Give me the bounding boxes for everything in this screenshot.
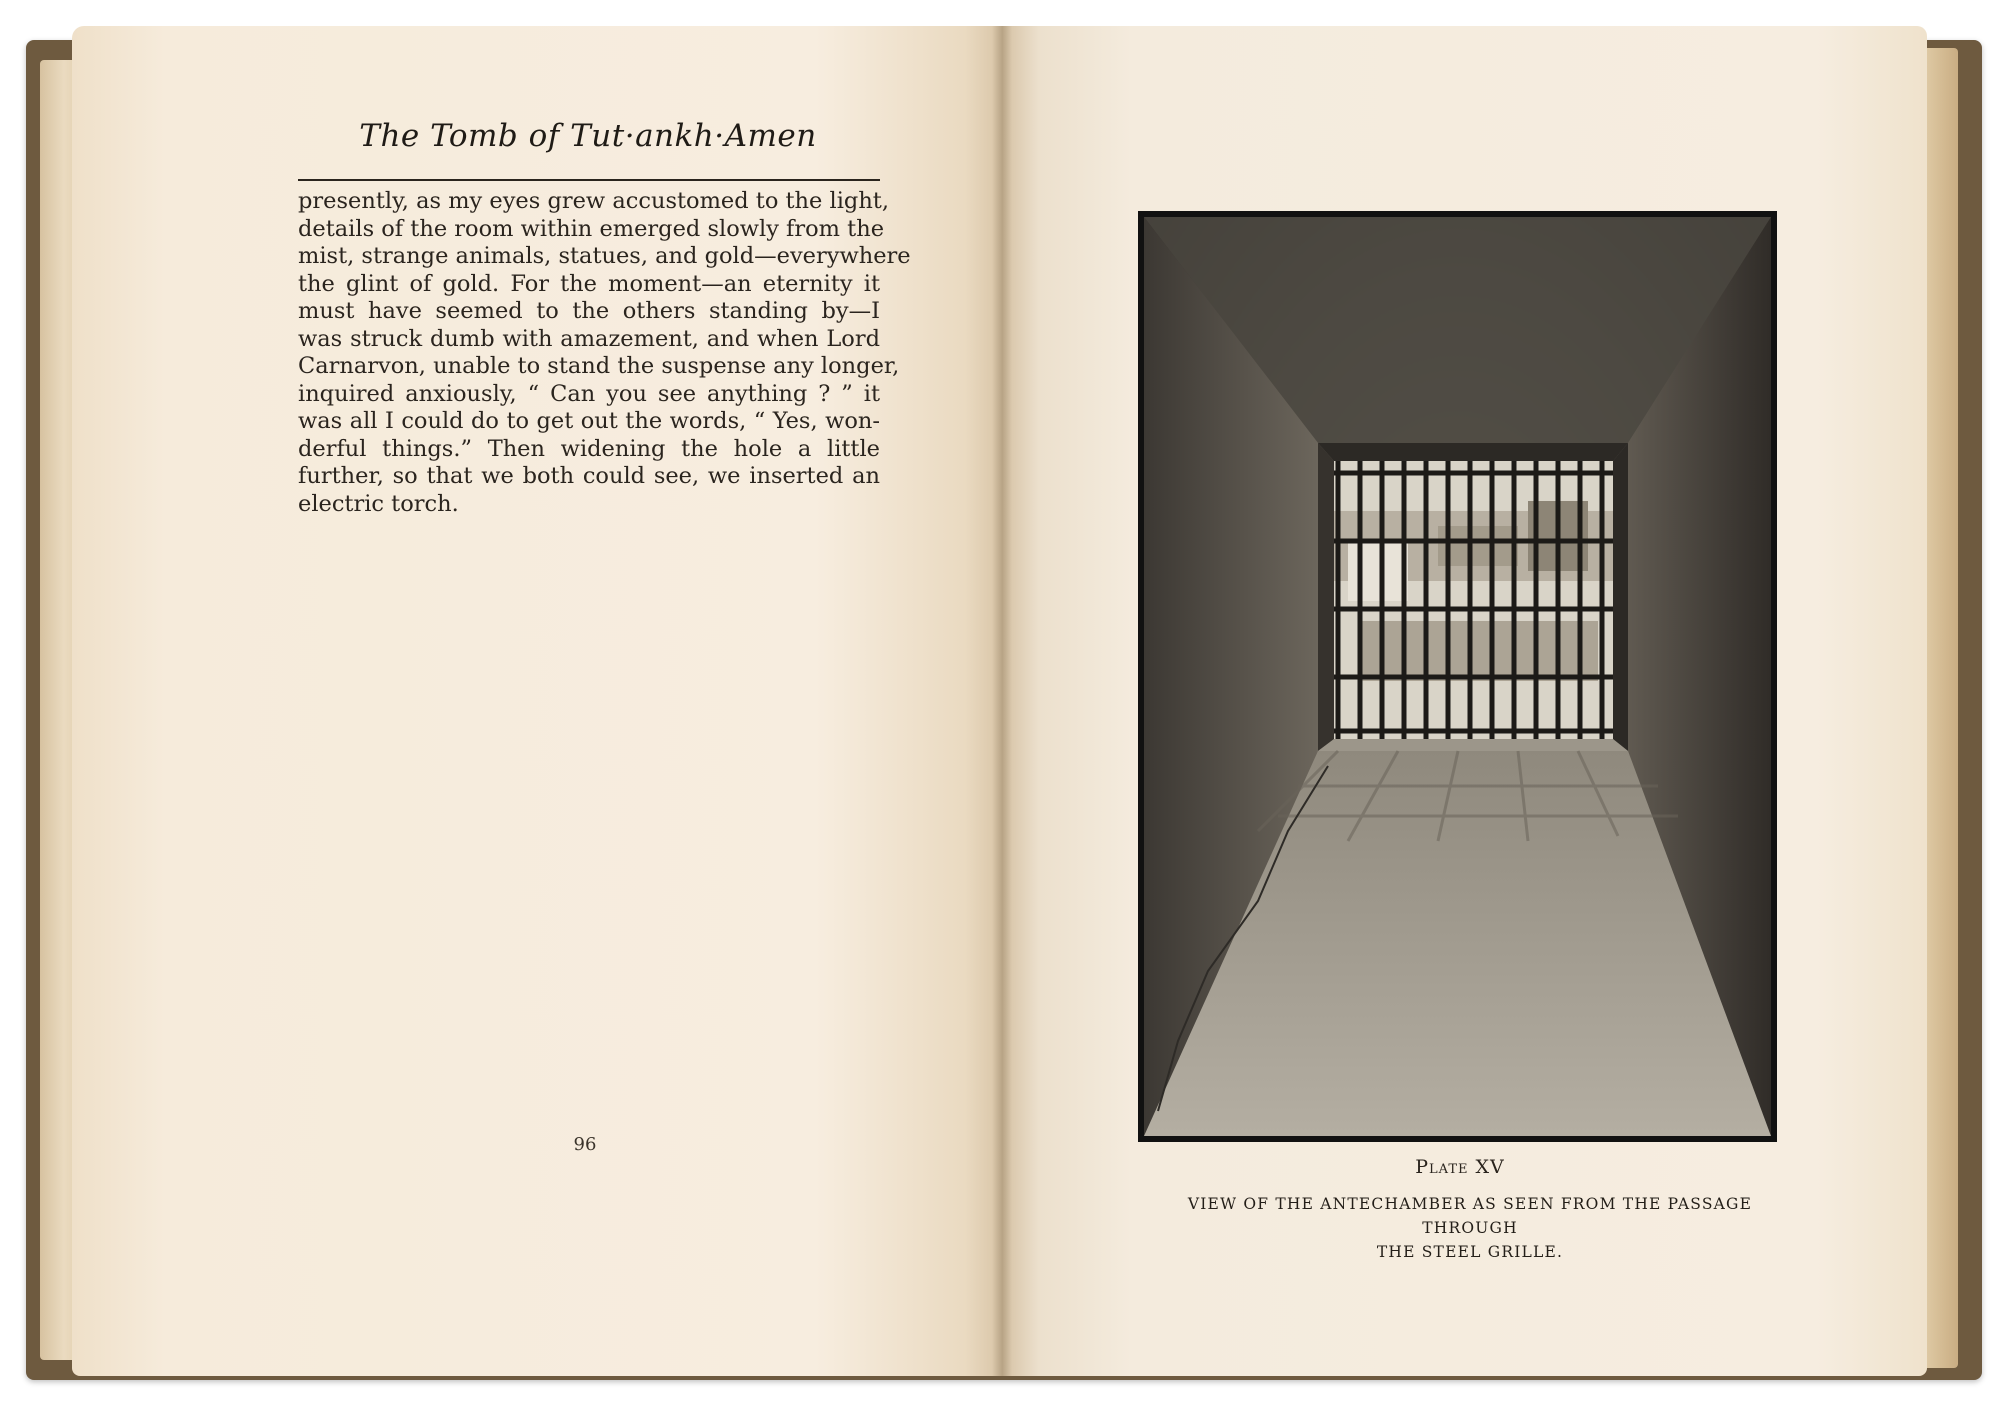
text-line: further, so that we both could see, we inserted an bbox=[298, 463, 880, 489]
running-head: The Tomb of Tut·ankh·Amen bbox=[359, 118, 817, 154]
running-head-rule bbox=[298, 179, 880, 181]
plate-photograph bbox=[1138, 211, 1777, 1142]
plate-caption bbox=[1142, 1192, 1798, 1264]
page-number: 96 bbox=[573, 1134, 597, 1155]
plate-label: Plate XV bbox=[1415, 1156, 1505, 1178]
text-line: details of the room within emerged slowly from the bbox=[298, 215, 885, 242]
caption-line: VIEW OF THE ANTECHAMBER AS SEEN FROM THE PASSAGE THROUGH bbox=[1187, 1195, 1753, 1237]
text-line: mist, strange animals, statues, and gold—everywhere bbox=[298, 243, 911, 269]
text-line: presently, as my eyes grew accustomed to the light, bbox=[298, 188, 889, 214]
text-line: was struck dumb with amazement, and when Lord bbox=[298, 325, 880, 352]
text-line: inquired anxiously, “ Can you see anything ? ” it bbox=[298, 380, 880, 407]
text-line: the glint of gold. For the moment—an eternity it bbox=[298, 270, 880, 297]
text-line: Carnarvon, unable to stand the suspense any longer, bbox=[298, 353, 900, 379]
text-line: was all I could do to get out the words, “ Yes, won- bbox=[298, 408, 880, 434]
antechamber-grille-photo bbox=[1138, 211, 1777, 1142]
caption-line: THE STEEL GRILLE. bbox=[1376, 1243, 1564, 1261]
book-gutter bbox=[992, 26, 1012, 1376]
body-text bbox=[298, 188, 911, 518]
text-line: must have seemed to the others standing by—I bbox=[298, 298, 880, 324]
text-line: derful things.” Then widening the hole a little bbox=[298, 435, 880, 462]
text-line: electric torch. bbox=[298, 490, 459, 517]
